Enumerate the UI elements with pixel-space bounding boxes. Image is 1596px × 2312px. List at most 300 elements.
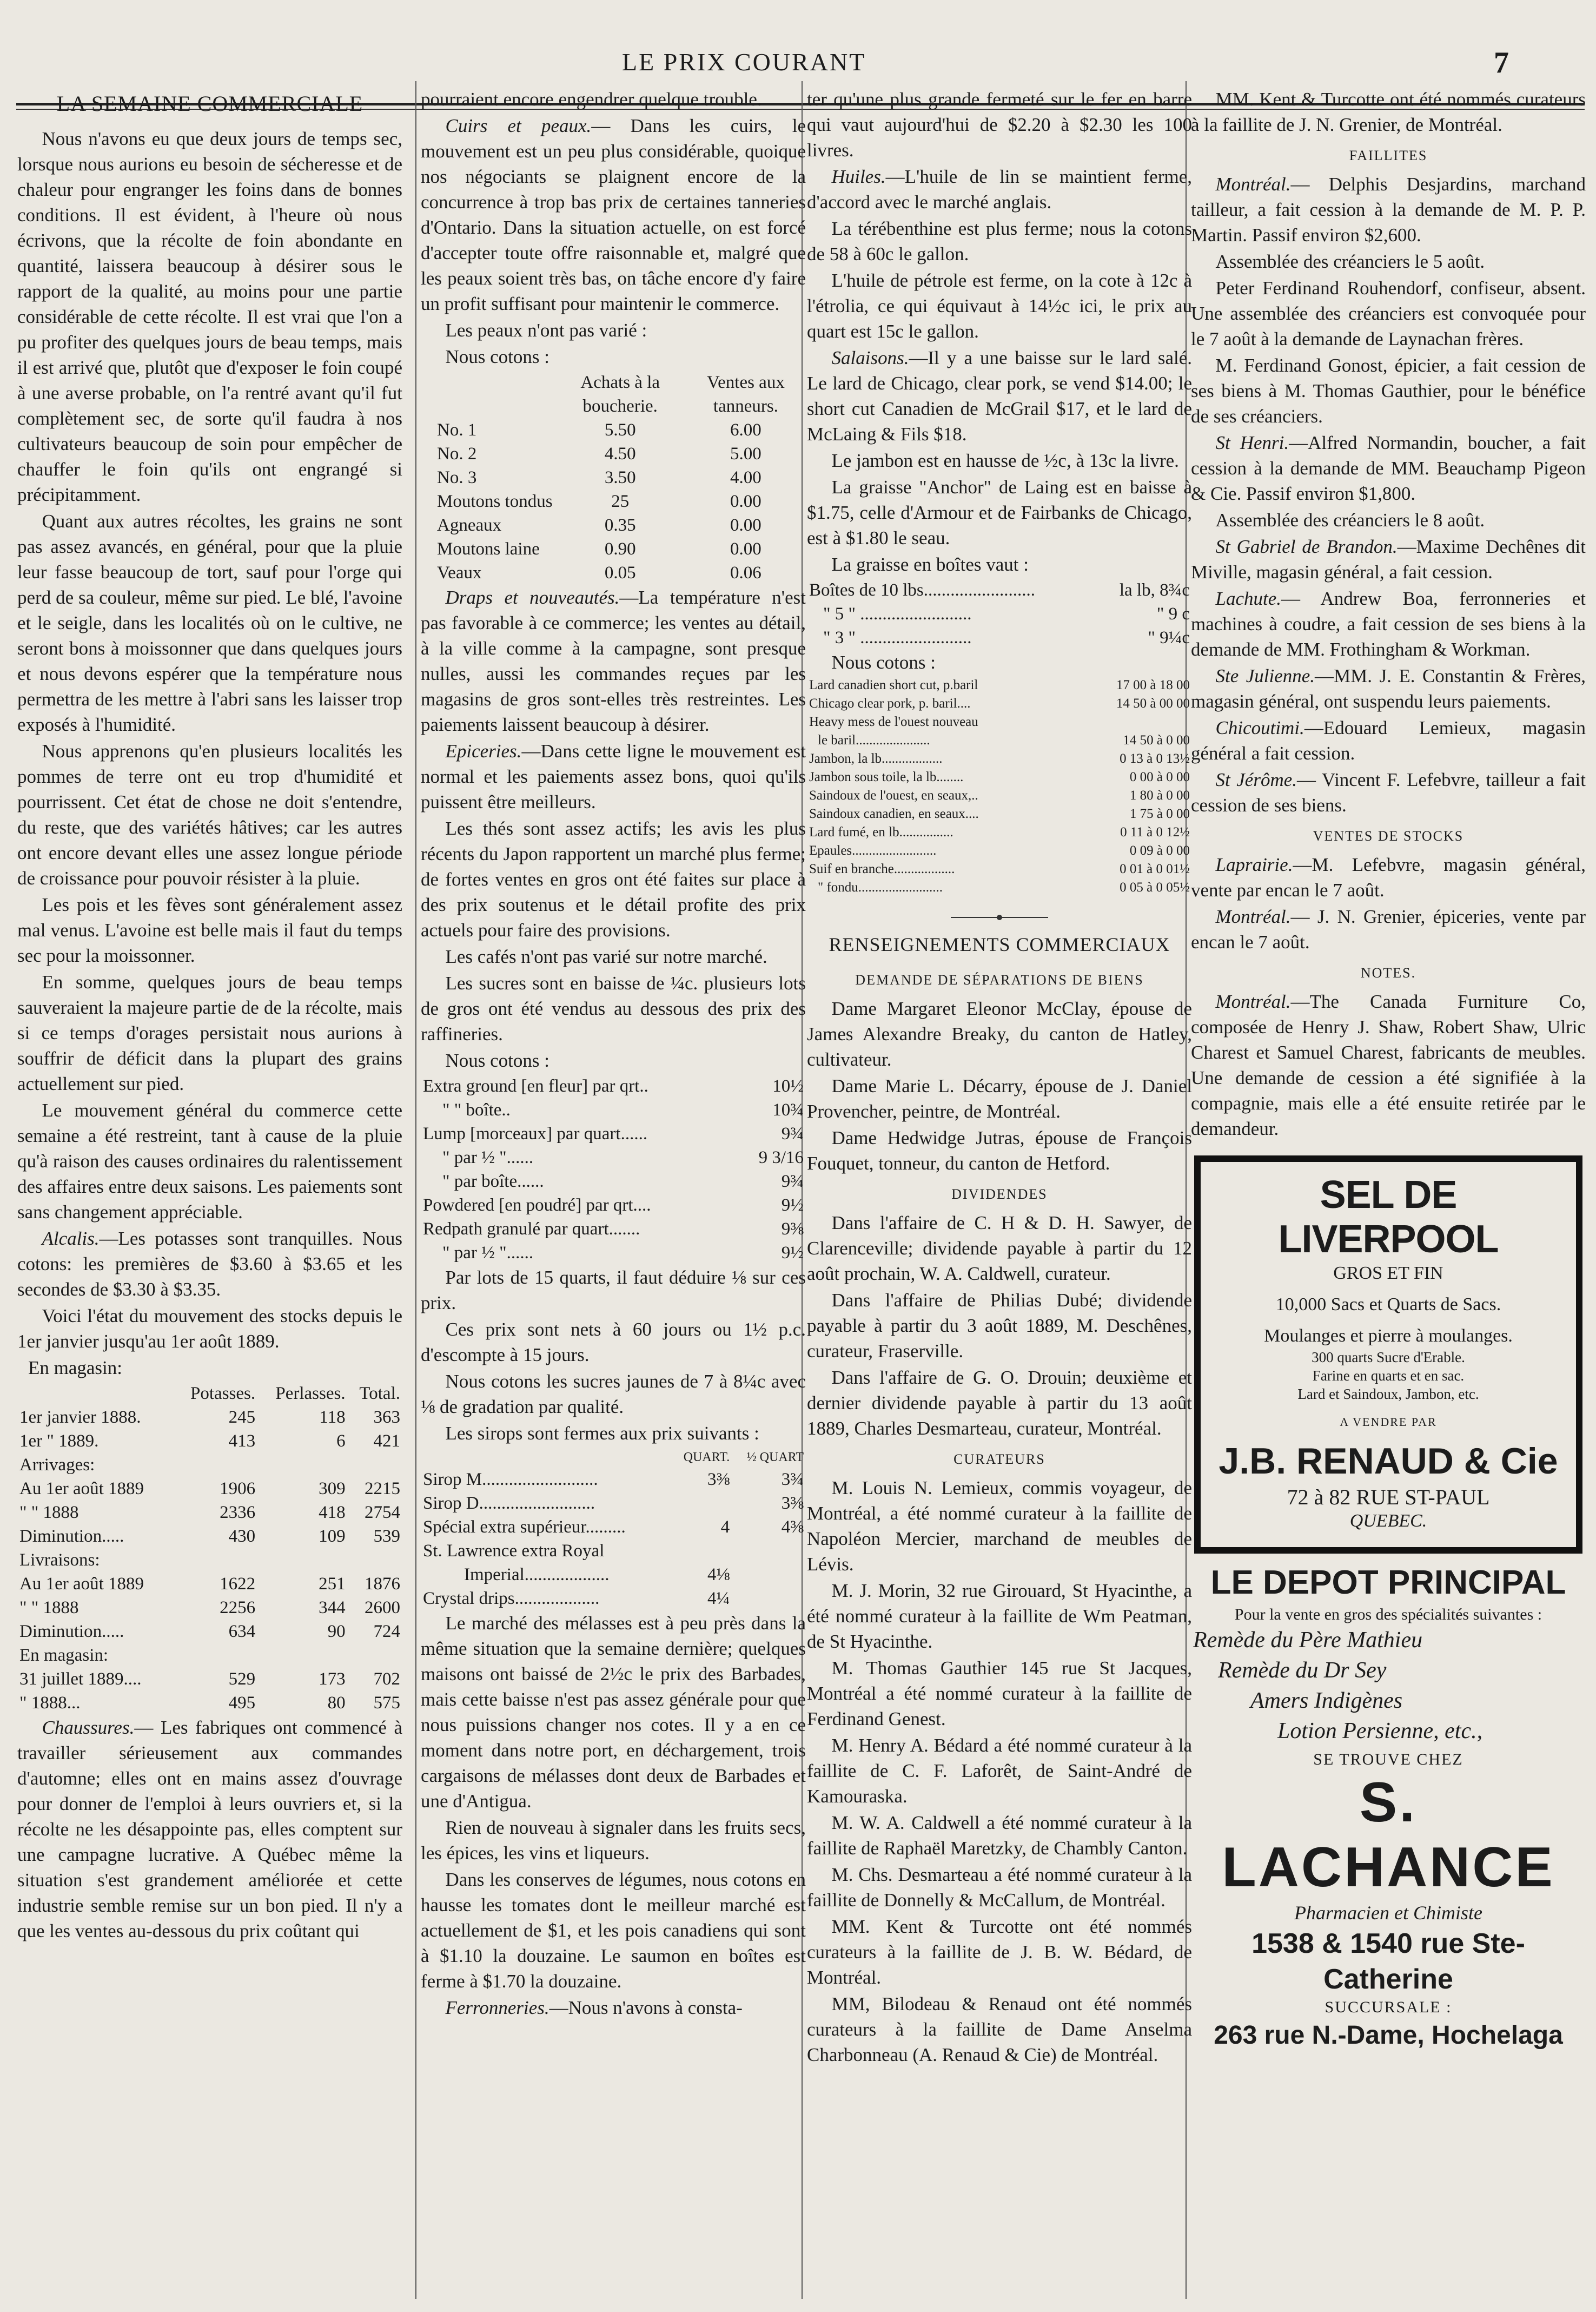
advertisement-sel-de-liverpool	[1194, 1155, 1582, 1554]
paragraph-chaussures	[17, 1715, 402, 1944]
table-cell	[348, 1453, 402, 1477]
section-title-semaine: LA SEMAINE COMMERCIALE	[56, 91, 363, 116]
ad-line: SE TROUVE CHEZ	[1313, 1750, 1463, 1768]
paragraph: Nous apprenons qu'en plusieurs localités les pommes de terre ont eu trop d'humidité et pourrissent. Cet état de chose ne doit s'entendre, du reste, que des variétés hâtives; car les autres ont encore devant elles une assez longue période de croissance pour pouvoir résister à la pluie.	[17, 741, 402, 889]
ad-company-name: J.B. RENAUD & Cie	[1218, 1441, 1558, 1482]
table-cell: 9 3/16	[758, 1148, 804, 1167]
paragraph-lead: Montréal.	[1215, 174, 1291, 195]
table-header	[421, 1447, 671, 1468]
paragraph	[1191, 663, 1586, 714]
table-cell: 3⅜	[781, 1494, 804, 1513]
table-cell: 575	[373, 1693, 400, 1713]
table-cell: Epaules.........................	[809, 843, 937, 858]
table-cell: 31 juillet 1889....	[19, 1669, 142, 1689]
table-cell	[348, 1643, 402, 1667]
table-cell: 0 00 à 0 00	[1129, 770, 1190, 784]
paragraph-huiles	[807, 164, 1192, 215]
table-cell: 413	[228, 1431, 256, 1451]
table-cell: " 9 c	[1156, 604, 1190, 624]
table-row	[807, 805, 1192, 823]
table-cell: Suif en branche..................	[809, 862, 955, 876]
table-header	[421, 371, 555, 418]
paragraph-text: —La température n'est pas favorable à ce commerce; les ventes au détail, à la ville comme à la campagne, sont presque nulles, aussi les commandes reçues par les magasins de gros sont-elles très restreintes. Les paiements laissent beaucoup à désirer.	[421, 587, 806, 735]
table-cell: 1906	[220, 1479, 256, 1498]
paragraph-text: — J. N. Grenier, épiceries, vente par encan le 7 août.	[1191, 906, 1586, 953]
table-cell: Lump [morceaux] par quart......	[423, 1124, 648, 1144]
table-cell: Arrivages:	[19, 1455, 95, 1475]
paragraph: pourraient encore engendrer quelque trouble.	[421, 89, 762, 110]
paragraph-draps	[421, 585, 806, 737]
table-row	[17, 1691, 402, 1715]
table-cell: 1622	[220, 1574, 256, 1594]
table-cell: Lard canadien short cut, p.baril	[809, 678, 978, 692]
table-row	[421, 1491, 806, 1515]
table-cell	[671, 1491, 732, 1515]
paragraph-text: —Nous n'avons à consta-	[549, 1997, 743, 2018]
table-cell: 0 11 à 0 12½	[1120, 825, 1190, 840]
sugar-table	[421, 1074, 806, 1265]
table-row	[421, 1539, 806, 1563]
table-row	[17, 1667, 402, 1691]
table-header: Total.	[359, 1384, 400, 1403]
table-cell: 0.00	[730, 492, 761, 511]
paragraph-text: — Andrew Boa, ferronneries et machines à coudre, a fait cession de ses biens à la demande de MM. Frothingham & Workman.	[1191, 588, 1586, 660]
table-cell: " " 1888	[19, 1598, 79, 1617]
paragraph: Par lots de 15 quarts, il faut déduire ⅛ sur ces prix.	[421, 1267, 806, 1313]
table-cell: 80	[327, 1693, 346, 1713]
page-header	[0, 32, 1596, 80]
paragraph: Ces prix sont nets à 60 jours ou 1½ p.c. d'escompte à 15 jours.	[421, 1319, 806, 1365]
paragraph: Dans l'affaire de Philias Dubé; dividende payable à partir du 3 août 1889, M. Deschênes, curateur, Fraserville.	[807, 1290, 1192, 1362]
table-cell: 3.50	[604, 468, 636, 487]
paragraph: Les sirops sont fermes aux prix suivants :	[445, 1423, 759, 1444]
paragraph: M. J. Morin, 32 rue Girouard, St Hyacinthe, a été nommé curateur à la faillite de Wm Peatman, de St Hyacinthe.	[807, 1580, 1192, 1652]
masthead-title: LE PRIX COURANT	[622, 48, 866, 76]
paragraph: Nous cotons les sucres jaunes de 7 à 8¼c avec ⅛ de gradation par qualité.	[421, 1371, 806, 1417]
table-header: Achats à la boucherie.	[580, 373, 660, 416]
table-cell: Au 1er août 1889	[19, 1479, 144, 1498]
table-cell: 6	[336, 1431, 346, 1451]
paragraph: M. Chs. Desmarteau a été nommé curateur à la faillite de Donnelly & McCallum, de Montréal.	[807, 1864, 1192, 1911]
table-row	[421, 513, 806, 537]
table-row	[807, 713, 1192, 731]
column-4	[1191, 87, 1586, 2299]
paragraph-alcalis	[17, 1226, 402, 1302]
table-cell: 118	[319, 1408, 346, 1427]
table-cell: 9½	[781, 1195, 804, 1215]
table-row	[421, 466, 806, 490]
table-cell: 4.50	[604, 444, 636, 464]
subheading-ventes: VENTES DE STOCKS	[1313, 828, 1464, 844]
table-cell: Livraisons:	[19, 1550, 100, 1570]
ad-headline: LE DEPOT PRINCIPAL	[1210, 1564, 1566, 1601]
table-cell: 25	[611, 492, 630, 511]
table-cell: 4⅛	[707, 1565, 730, 1584]
table-row	[807, 602, 1192, 626]
paragraph: ter qu'une plus grande fermeté sur le fer en barre qui vaut aujourd'hui de $2.20 à $2.30 les 100 livres.	[807, 89, 1192, 161]
ad-line: 300 quarts Sucre d'Erable.	[1312, 1349, 1465, 1365]
table-cell: 9½	[781, 1243, 804, 1263]
paragraph-lead: Salaisons.	[831, 347, 909, 368]
table-cell: 0.35	[604, 516, 636, 535]
table-cell	[257, 1453, 347, 1477]
ornament-divider	[807, 902, 1192, 928]
table-row	[807, 676, 1192, 695]
paragraph: Les thés sont assez actifs; les avis les plus récents du Japon rapportent un marché plus ferme; de fortes ventes en gros ont été faites sur place à des prix soutenus et le détail profite des prix actuels pour faire des provisions.	[421, 818, 806, 941]
table-cell: 539	[373, 1527, 400, 1546]
paragraph-lead: St Henri.	[1215, 432, 1289, 453]
table-cell: 4⅜	[781, 1517, 804, 1537]
table-row	[421, 1587, 806, 1610]
table-cell: 2336	[220, 1503, 256, 1522]
ad-line: 10,000 Sacs et Quarts de Sacs.	[1275, 1294, 1501, 1314]
table-row	[421, 1122, 806, 1146]
table-cell: 1er janvier 1888.	[19, 1408, 141, 1427]
ad-city: QUEBEC.	[1349, 1511, 1427, 1531]
table-cell: " par ½ "......	[442, 1243, 534, 1263]
ad-address: 263 rue N.-Dame, Hochelaga	[1214, 2021, 1563, 2050]
table-cell: 90	[327, 1622, 346, 1641]
paragraph	[1191, 852, 1586, 903]
table-cell: Crystal drips...................	[423, 1589, 600, 1608]
table-row	[17, 1548, 402, 1572]
paragraph-lead: St Jérôme.	[1215, 769, 1297, 790]
table-cell: Extra ground [en fleur] par qrt..	[423, 1076, 648, 1096]
paragraph: Les sucres sont en baisse de ¼c. plusieurs lots de gros ont été vendus au dessous des prix des raffineries.	[421, 973, 806, 1045]
table-header: Potasses.	[190, 1384, 256, 1403]
table-cell: Sirop D..........................	[423, 1494, 595, 1513]
table-row	[421, 490, 806, 513]
table-cell: Spécial extra supérieur.........	[423, 1517, 626, 1537]
paragraph-lead: Chaussures.	[42, 1717, 135, 1738]
paragraph-lead: Epiceries.	[445, 741, 522, 762]
table-header	[17, 1382, 174, 1405]
paragraph: M. Ferdinand Gonost, épicier, a fait cession de ses biens à M. Thomas Gauthier, pour le bénéfice de ses créanciers.	[1191, 355, 1586, 427]
lard-boxes-table	[807, 578, 1192, 650]
table-cell: 2754	[365, 1503, 400, 1522]
table-cell: Saindoux de l'ouest, en seaux,..	[809, 788, 978, 803]
table-row	[421, 1146, 806, 1170]
table-cell: " " 1888	[19, 1503, 79, 1522]
table-header-row	[421, 371, 806, 418]
table-cell: 4¼	[707, 1589, 730, 1608]
table-cell: 0 09 à 0 00	[1129, 843, 1190, 858]
table-row	[17, 1429, 402, 1453]
ad-product: Amers Indigènes	[1250, 1688, 1403, 1713]
table-row	[807, 578, 1192, 602]
paragraph-salaisons	[807, 345, 1192, 447]
paragraph: Nous cotons :	[445, 1050, 549, 1071]
paragraph	[1191, 767, 1586, 818]
paragraph: Dans l'affaire de G. O. Drouin; deuxième et dernier dividende payable à partir du 13 août 1889, Charles Desmarteau, curateur, Montréal.	[807, 1367, 1192, 1439]
paragraph: M. Thomas Gauthier 145 rue St Jacques, Montréal a été nommé curateur à la faillite de Ferdinand Genest.	[807, 1657, 1192, 1729]
table-cell	[257, 1548, 347, 1572]
table-row	[17, 1643, 402, 1667]
paragraph: En somme, quelques jours de beau temps sauveraient la majeure partie de de la récolte, mais si ce temps d'orages persistait nous aurions à souffrir de déficit dans la plupart des grains actuellement sur pied.	[17, 972, 402, 1094]
table-cell	[174, 1643, 257, 1667]
table-cell: 418	[319, 1503, 346, 1522]
paragraph-lead: Draps et nouveautés.	[445, 587, 620, 608]
table-cell	[732, 1563, 806, 1587]
table-cell: 3¾	[781, 1470, 804, 1489]
table-cell: 724	[373, 1622, 400, 1641]
table-row	[421, 561, 806, 585]
table-cell: " fondu.........................	[818, 880, 943, 895]
hides-table	[421, 371, 806, 585]
table-row	[807, 695, 1192, 713]
table-cell: Saindoux canadien, en seaux....	[809, 807, 979, 821]
table-cell: 0.06	[730, 563, 761, 583]
table-row	[421, 418, 806, 442]
subheading-separations: DEMANDE DE SÉPARATIONS DE BIENS	[855, 972, 1144, 988]
table-cell: 173	[319, 1669, 346, 1689]
table-cell	[174, 1453, 257, 1477]
table-cell: 2600	[365, 1598, 400, 1617]
table-cell: Veaux	[437, 563, 482, 583]
table-cell	[348, 1548, 402, 1572]
ad-product: Remède du Dr Sey	[1218, 1658, 1387, 1683]
table-cell: 0 05 à 0 05½	[1120, 880, 1190, 895]
stock-table-title: En magasin:	[28, 1357, 122, 1378]
table-cell	[1073, 713, 1192, 731]
paragraph-text: — Vincent F. Lefebvre, tailleur a fait cession de ses biens.	[1191, 769, 1586, 816]
paragraph: Peter Ferdinand Rouhendorf, confiseur, absent. Une assemblée des créanciers est convoquée pour le 7 août à la demande de Laynachan frères.	[1191, 278, 1586, 349]
table-cell: Moutons laine	[437, 539, 540, 559]
paragraph-ferronneries	[421, 1995, 806, 2020]
ad-line: Pour la vente en gros des spécialités suivantes :	[1234, 1606, 1542, 1623]
ad-headline: SEL DE LIVERPOOL	[1278, 1173, 1499, 1261]
table-row	[421, 1515, 806, 1539]
ad-line: SUCCURSALE :	[1325, 1998, 1452, 2016]
paragraph-text: —MM. J. E. Constantin & Frères, magasin général, ont suspendu leurs paiements.	[1191, 665, 1586, 712]
table-row	[17, 1524, 402, 1548]
table-cell: Sirop M..........................	[423, 1470, 598, 1489]
paragraph-text: — Dans les cuirs, le mouvement est un peu plus considérable, quoique nos négociants se plaignent encore de la concurrence à trop bas prix de certaines tanneries d'Ontario. Dans la situation actuelle, on est forcé d'accepter toute offre raisonnable et, malgré que les peaux soient très bas, on tâche encore d'y faire un profit suffisant pour maintenir le commerce.	[421, 115, 806, 314]
subheading-faillites: FAILLITES	[1349, 148, 1428, 163]
table-cell: Redpath granulé par quart.......	[423, 1219, 640, 1239]
table-cell	[257, 1643, 347, 1667]
column-3	[807, 87, 1192, 2299]
paragraph: M. Louis N. Lemieux, commis voyageur, de Montréal, a été nommé curateur à la faillite de Napoléon Mercier, marchand de meubles de Lévis.	[807, 1477, 1192, 1575]
table-row	[421, 1098, 806, 1122]
ad-line: Farine en quarts et en sac.	[1312, 1368, 1465, 1384]
table-row	[17, 1405, 402, 1429]
table-cell: 109	[319, 1527, 346, 1546]
paragraph-text: —Les potasses sont tranquilles. Nous cotons: les premières de $3.60 à $3.65 et les secondes de $3.30 à $3.35.	[17, 1228, 402, 1300]
paragraph: Le mouvement général du commerce cette semaine a été restreint, tant à cause de la pluie qu'à raison des causes ordinaires du ralentissement des affaires entre deux saisons. Les paiements sont sans changement appréciable.	[17, 1100, 402, 1223]
paragraph-text: —Dans cette ligne le mouvement est normal et les paiements assez bons, quoi qu'ils puissent être meilleurs.	[421, 741, 806, 812]
table-cell: No. 2	[437, 444, 477, 464]
paragraph-text: —Edouard Lemieux, magasin général a fait cession.	[1191, 717, 1586, 764]
table-cell: 0.90	[604, 539, 636, 559]
table-cell: la lb, 8¾c	[1119, 580, 1190, 600]
paragraph: Nous n'avons eu que deux jours de temps sec, lorsque nous aurions eu besoin de sécheresse et de chaleur pour engranger les foins dans de bonnes conditions. Il est évident, à l'heure où nous écrivons, que la récolte de foin abondante en quantité, laissera beaucoup à désirer sous le rapport de la qualité, au moins pour une partie considérable de cette récolte. Il est vrai que l'on a pu profiter des quelques jours de beau temps, mais il est arrivé que, plutôt que d'exposer le foin coupé à une averse probable, on l'a rentré avant qu'il fut complètement sec, de sorte qu'il faudra à nos cultivateurs beaucoup de soin pour empêcher de chauffer le foin qu'ils ont engrangé si précipitamment.	[17, 128, 402, 505]
syrup-table	[421, 1447, 806, 1610]
table-cell: 0.00	[730, 516, 761, 535]
table-cell: 1 80 à 0 00	[1129, 788, 1190, 803]
table-cell: Moutons tondus	[437, 492, 553, 511]
table-header-row	[421, 1447, 806, 1468]
table-row	[807, 626, 1192, 650]
paragraph: Les cafés n'ont pas varié sur notre marché.	[445, 946, 767, 967]
table-cell: 3⅜	[707, 1470, 730, 1489]
paragraph: Voici l'état du mouvement des stocks depuis le 1er janvier jusqu'au 1er août 1889.	[17, 1305, 402, 1352]
section-title-renseignements: RENSEIGNEMENTS COMMERCIAUX	[829, 934, 1170, 955]
paragraph-lead: Laprairie.	[1215, 854, 1293, 875]
table-cell: En magasin:	[19, 1646, 109, 1665]
table-cell: " 9¼c	[1148, 628, 1190, 648]
ad-role: Pharmacien et Chimiste	[1294, 1902, 1482, 1924]
table-cell: 0 01 à 0 01½	[1120, 862, 1190, 876]
paragraph-text: —M. Lefebvre, magasin général, vente par encan le 7 août.	[1191, 854, 1586, 901]
table-row	[807, 878, 1192, 897]
table-cell: 430	[228, 1527, 256, 1546]
paragraph	[1191, 586, 1586, 662]
paragraph: Le marché des mélasses est à peu près dans la même situation que la semaine dernière; quelques maisons ont baissé de 2½c le prix des Barbades, mais cette baisse n'est pas assez générale pour que nous puissions changer nos cotes. Il y a en ce moment dans notre port, en déchargement, trois cargaisons de mélasses dont deux de Barbades et une d'Antigua.	[421, 1613, 806, 1812]
paragraph: Dame Marie L. Décarry, épouse de J. Daniel Provencher, peintre, de Montréal.	[807, 1075, 1192, 1122]
table-cell: Powdered [en poudré] par qrt....	[423, 1195, 651, 1215]
table-cell: 6.00	[730, 420, 761, 440]
paragraph-lead: Lachute.	[1215, 588, 1282, 609]
paragraph: Dame Margaret Eleonor McClay, épouse de James Alexandre Breaky, du canton de Hatley, cultivateur.	[807, 998, 1192, 1070]
table-cell: 10¾	[772, 1100, 804, 1120]
pork-table	[807, 676, 1192, 897]
table-cell: " 3 " .........................	[823, 628, 972, 648]
paragraph-lead: Alcalis.	[42, 1228, 100, 1249]
table-cell: No. 3	[437, 468, 477, 487]
paragraph-lead: Huiles.	[831, 166, 886, 187]
table-cell	[732, 1539, 806, 1563]
table-cell: 9¾	[781, 1172, 804, 1191]
table-cell	[671, 1539, 732, 1563]
table-cell: Lard fumé, en lb................	[809, 825, 953, 840]
paragraph: La térébenthine est plus ferme; nous la cotons de 58 à 60c le gallon.	[807, 218, 1192, 265]
table-row	[17, 1501, 402, 1524]
ornament-icon	[951, 914, 1048, 921]
paragraph-text: —Maxime Dechênes dit Miville, magasin général, a fait cession.	[1191, 536, 1586, 583]
table-cell: 245	[228, 1408, 256, 1427]
paragraph	[1191, 904, 1586, 955]
table-row	[421, 1170, 806, 1193]
table-cell: 344	[319, 1598, 346, 1617]
ad-company-name: S. LACHANCE	[1222, 1771, 1555, 1899]
table-cell: " 1888...	[19, 1693, 81, 1713]
subheading-notes: NOTES.	[1360, 965, 1416, 981]
advertisement-depot-principal	[1191, 1561, 1586, 2053]
paragraph: Les peaux n'ont pas varié :	[445, 320, 647, 341]
table-cell: 1876	[365, 1574, 400, 1594]
paragraph: Dans les conserves de légumes, nous cotons en hausse les tomates dont le meilleur marché est actuellement de $1, et les pois canadiens qui sont à $1.10 la douzaine. Le saumon en boîtes est ferme à $1.70 la douzaine.	[421, 1869, 806, 1992]
paragraph: Quant aux autres récoltes, les grains ne sont pas assez avancés, en général, pour que la pluie leur fasse beaucoup de tort, sauf pour l'orge qui perd de sa couleur, même sur pied. Le blé, l'avoine et le seigle, dans les localités où on le cultive, ne seront bons à moissonner que dans quelques jours et nous devons espérer que la température nous permettra de les mettre à l'abri sans les laisser trop exposés à l'humidité.	[17, 511, 402, 735]
table-cell: 1 75 à 0 00	[1129, 807, 1190, 821]
table-cell: 309	[319, 1479, 346, 1498]
ad-line: Lard et Saindoux, Jambon, etc.	[1297, 1386, 1479, 1402]
table-row	[17, 1453, 402, 1477]
table-cell: 17 00 à 18 00	[1116, 678, 1190, 692]
table-row	[807, 823, 1192, 842]
paragraph: M. W. A. Caldwell a été nommé curateur à la faillite de Raphaël Maretzky, de Chambly Canton.	[807, 1812, 1192, 1859]
paragraph-text: — Les fabriques ont commencé à travailler sérieusement aux commandes d'automne; elles ont en mains assez d'ouvrage pour donner de l'emploi à leurs ouvriers et, si la récolte ne les désappointe pas, elles comptent sur une campagne lucrative. A Québec même la situation s'est grandement améliorée et cette industrie semble remise sur un bon pied. Il n'y a que les ventes au-dessous du prix coûtant qui	[17, 1717, 402, 1941]
table-row	[807, 787, 1192, 805]
paragraph	[1191, 715, 1586, 766]
table-cell: 14 50 à 00 00	[1116, 696, 1190, 711]
table-row	[17, 1572, 402, 1596]
table-row	[421, 442, 806, 466]
table-cell: 4.00	[730, 468, 761, 487]
table-row	[421, 537, 806, 561]
table-cell: Heavy mess de l'ouest nouveau	[809, 715, 978, 729]
paragraph: M. Henry A. Bédard a été nommé curateur à la faillite de C. F. Laforêt, de Saint-André de Kamouraska.	[807, 1735, 1192, 1807]
table-cell: 251	[319, 1574, 346, 1594]
table-cell: Agneaux	[437, 516, 502, 535]
table-cell	[732, 1587, 806, 1610]
table-cell: 2215	[365, 1479, 400, 1498]
table-row	[17, 1477, 402, 1501]
paragraph-lead: St Gabriel de Brandon.	[1215, 536, 1398, 557]
table-cell: Diminution.....	[19, 1622, 124, 1641]
table-row	[807, 731, 1192, 750]
paragraph: Rien de nouveau à signaler dans les fruits secs, les épices, les vins et liqueurs.	[421, 1817, 806, 1864]
paragraph-lead: Chicoutimi.	[1215, 717, 1304, 738]
table-cell: 9¾	[781, 1124, 804, 1144]
paragraph: La graisse "Anchor" de Laing est en baisse à $1.75, celle d'Armour et de Fairbanks de Chicago, est à $1.80 le seau.	[807, 477, 1192, 549]
stock-table	[17, 1382, 402, 1715]
table-cell: " par ½ "......	[442, 1148, 534, 1167]
table-row	[807, 860, 1192, 878]
paragraph-lead: Ste Julienne.	[1215, 665, 1315, 686]
paragraph: MM, Bilodeau & Renaud ont été nommés curateurs à la faillite de Dame Anselma Charbonneau (A. Renaud & Cie) de Montréal.	[807, 1993, 1192, 2065]
paragraph: Nous cotons :	[831, 652, 936, 673]
table-cell: Jambon sous toile, la lb........	[809, 770, 964, 784]
paragraph-text: —The Canada Furniture Co, composée de Henry J. Shaw, Robert Shaw, Ulric Charest et Samuel Charest, fabricants de meubles. Une demande de cession a été signifiée à la compagnie, mais elle a été ensuite retirée par le demandeur.	[1191, 991, 1586, 1139]
table-cell: 5.00	[730, 444, 761, 464]
table-cell: 634	[228, 1622, 256, 1641]
paragraph-epiceries	[421, 738, 806, 815]
paragraph-cuirs	[421, 113, 806, 316]
paragraph: Les pois et les fèves sont généralement assez mal venus. L'avoine est belle mais il faut du temps sec pour la moissonner.	[17, 894, 402, 966]
table-row	[421, 1563, 806, 1587]
ad-address: 72 à 82 RUE ST-PAUL	[1287, 1485, 1490, 1509]
paragraph	[1191, 989, 1586, 1141]
table-cell: 0.00	[730, 539, 761, 559]
subheading-curateurs: CURATEURS	[953, 1451, 1045, 1467]
column-2	[421, 87, 806, 2299]
table-header: Ventes aux tanneurs.	[706, 373, 785, 416]
table-cell: Diminution.....	[19, 1527, 124, 1546]
table-cell: 10½	[772, 1076, 804, 1096]
table-cell: 421	[373, 1431, 400, 1451]
table-cell: Boîtes de 10 lbs.........................	[809, 580, 1035, 600]
table-cell: 0.05	[604, 563, 636, 583]
table-cell: 529	[228, 1669, 256, 1689]
table-cell	[174, 1548, 257, 1572]
paragraph: La graisse en boîtes vaut :	[831, 554, 1029, 575]
subheading-dividendes: DIVIDENDES	[951, 1186, 1048, 1202]
table-cell: St. Lawrence extra Royal	[423, 1541, 605, 1561]
table-cell: 2256	[220, 1598, 256, 1617]
table-header: QUART.	[683, 1450, 730, 1464]
paragraph	[1191, 534, 1586, 585]
table-row	[421, 1193, 806, 1217]
table-row	[807, 842, 1192, 860]
table-cell: 495	[228, 1693, 256, 1713]
paragraph-text: — Delphis Desjardins, marchand tailleur, a fait cession à la demande de M. P. P. Martin. Passif environ $2,600.	[1191, 174, 1586, 246]
table-cell: Imperial...................	[464, 1565, 610, 1584]
paragraph: Le jambon est en hausse de ½c, à 13c la livre.	[831, 450, 1179, 471]
table-cell: " par boîte......	[442, 1172, 544, 1191]
table-cell: 5.50	[604, 420, 636, 440]
ad-product: Lotion Persienne, etc.,	[1277, 1719, 1483, 1743]
